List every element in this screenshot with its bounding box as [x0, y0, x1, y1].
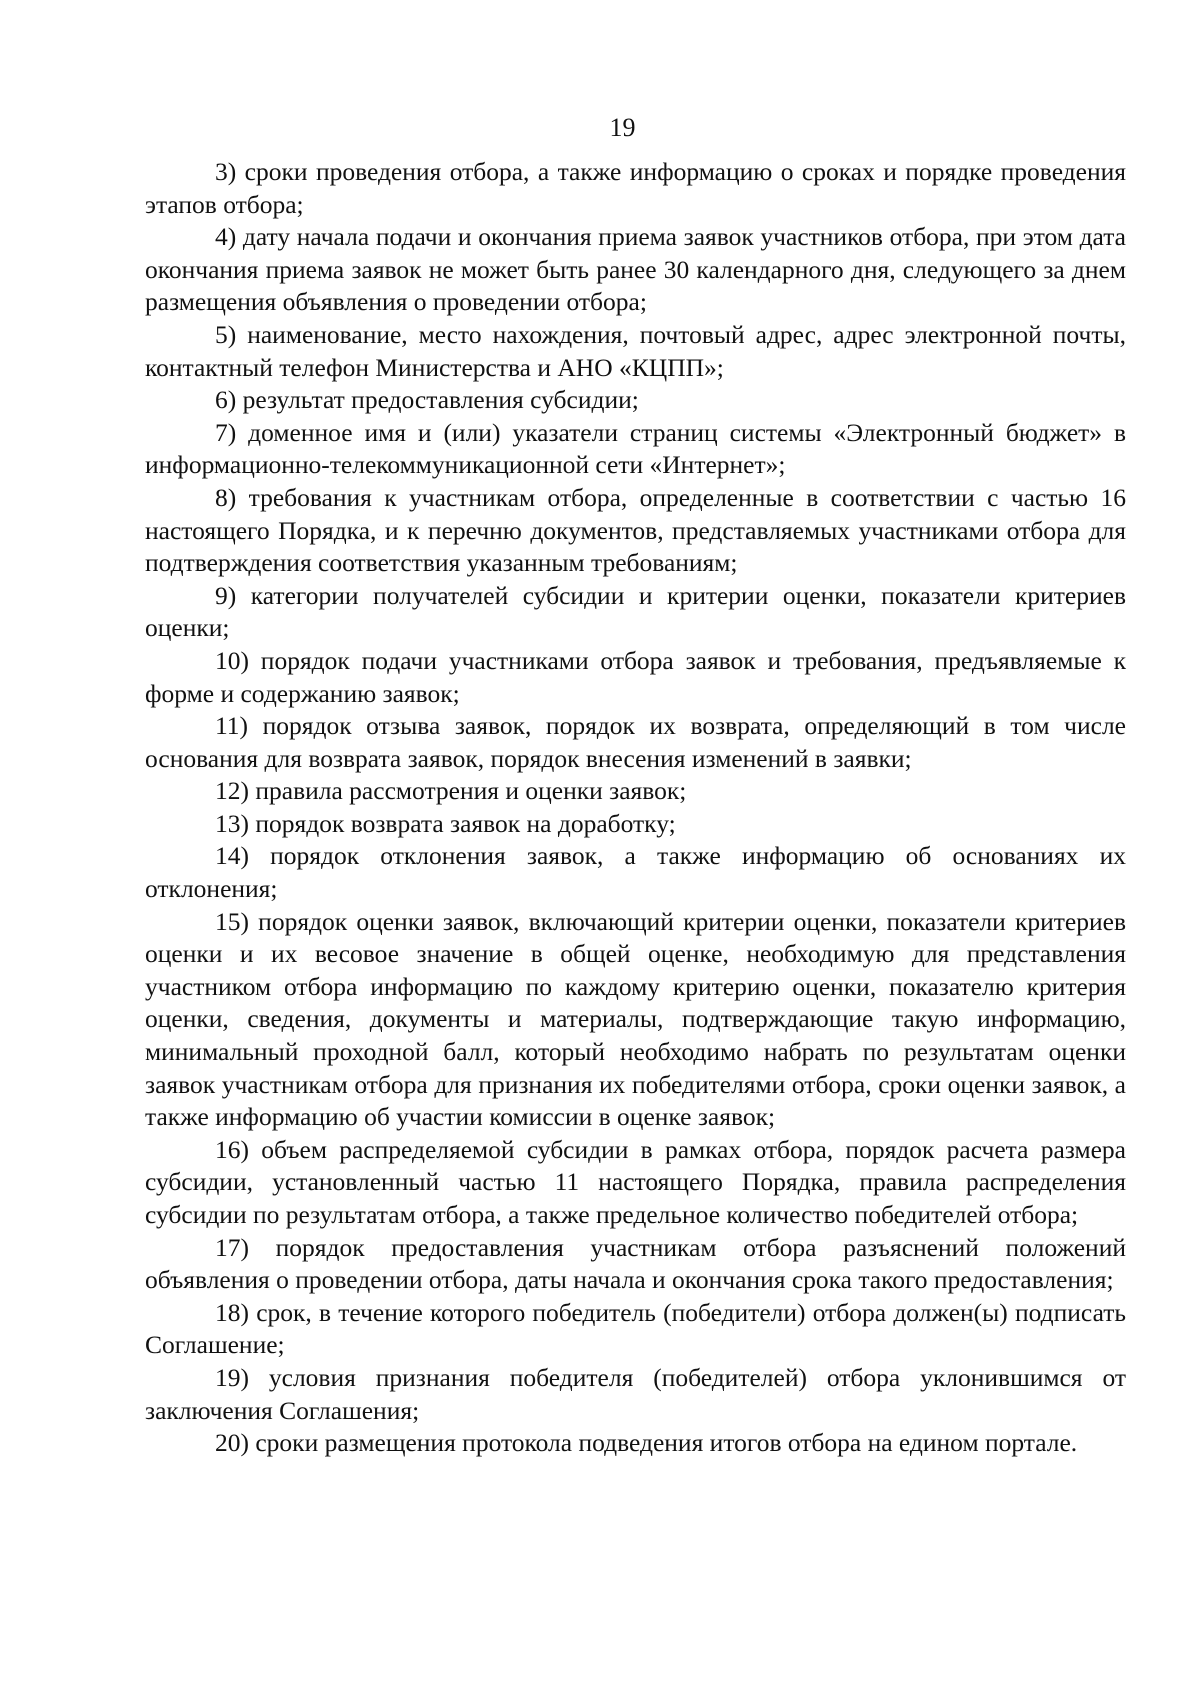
- list-item: 12) правила рассмотрения и оценки заявок;: [215, 776, 687, 806]
- list-item: 3) сроки проведения отбора, а также информацию о сроках и порядке проведения этапов отбора;: [145, 157, 1126, 219]
- list-item: 7) доменное имя и (или) указатели страниц системы «Электронный бюджет» в информационно-телекоммуникационной сети «Интернет»;: [145, 417, 1126, 480]
- list-item: 6) результат предоставления субсидии;: [215, 385, 639, 415]
- list-item: 16) объем распределяемой субсидии в рамках отбора, порядок расчета размера субсидии, установленный частью 11 настоящего Порядка, правила распределения субсидии по результатам отбора, а также предельное количество победителей отбора;: [145, 1134, 1126, 1229]
- list-item: 19) условия признания победителя (победителей) отбора уклонившимся от заключения Соглашения;: [145, 1362, 1126, 1425]
- list-item: 18) срок, в течение которого победитель (победители) отбора должен(ы) подписать Соглашение;: [145, 1297, 1126, 1360]
- document-body: [145, 156, 1126, 1460]
- list-item: 4) дату начала подачи и окончания приема заявок участников отбора, при этом дата окончания приема заявок не может быть ранее 30 календарного дня, следующего за днем размещения объявления о проведении отбора;: [145, 222, 1126, 317]
- list-item: 17) порядок предоставления участникам отбора разъяснений положений объявления о проведении отбора, даты начала и окончания срока такого предоставления;: [145, 1232, 1126, 1295]
- list-item: 14) порядок отклонения заявок, а также информацию об основаниях их отклонения;: [145, 841, 1126, 904]
- list-item: 15) порядок оценки заявок, включающий критерии оценки, показатели критериев оценки и их весовое значение в общей оценке, необходимую для представления участником отбора информацию по каждому критерию оценки, показателю критерия оценки, сведения, документы и материалы, подтверждающие такую информацию, минимальный проходной балл, который необходимо набрать по результатам оценки заявок участникам отбора для признания их победителями отбора, сроки оценки заявок, а также информацию об участии комиссии в оценке заявок;: [145, 906, 1126, 1132]
- list-item: 11) порядок отзыва заявок, порядок их возврата, определяющий в том числе основания для возврата заявок, порядок внесения изменений в заявки;: [145, 711, 1126, 773]
- list-item: 20) сроки размещения протокола подведения итогов отбора на едином портале.: [215, 1428, 1078, 1458]
- list-item: 13) порядок возврата заявок на доработку;: [215, 808, 676, 838]
- list-item: 5) наименование, место нахождения, почтовый адрес, адрес электронной почты, контактный телефон Министерства и АНО «КЦПП»;: [145, 319, 1126, 382]
- list-item: 9) категории получателей субсидии и критерии оценки, показатели критериев оценки;: [145, 580, 1126, 643]
- list-item: 10) порядок подачи участниками отбора заявок и требования, предъявляемые к форме и содержанию заявок;: [145, 645, 1126, 708]
- list-item: 8) требования к участникам отбора, определенные в соответствии с частью 16 настоящего Порядка, и к перечню документов, представляемых участниками отбора для подтверждения соответствия указанным требованиям;: [145, 482, 1126, 578]
- page-number: 19: [609, 113, 636, 142]
